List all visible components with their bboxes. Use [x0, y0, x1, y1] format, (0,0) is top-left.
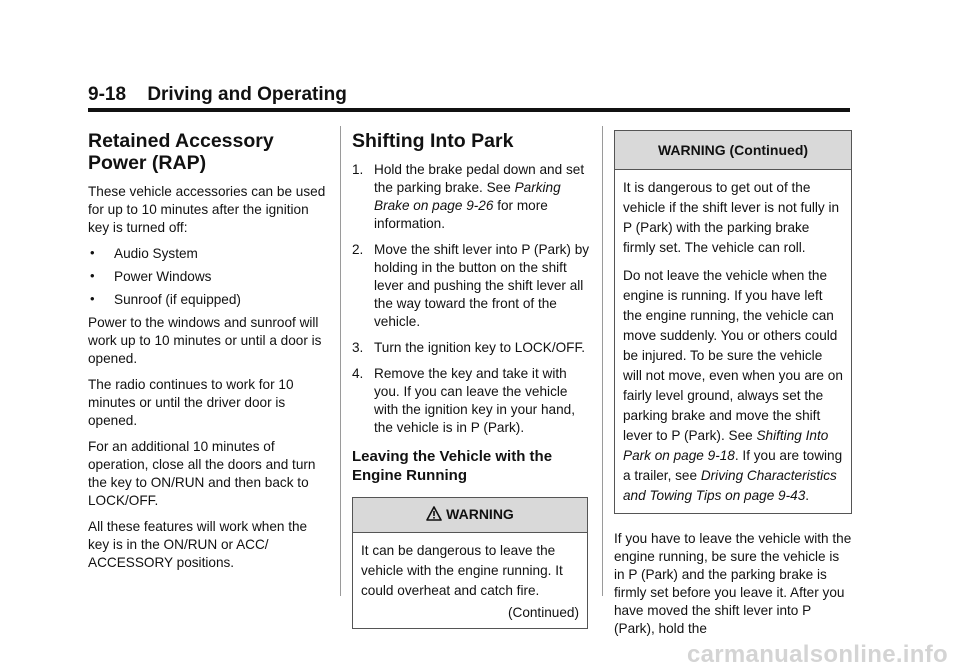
step-text: Move the shift lever into P (Park) by holding in the button on the shift lever and pushing the shift lever all the way toward the front of the vehicle.	[374, 242, 590, 329]
column-divider	[340, 126, 341, 596]
step-item	[352, 339, 592, 357]
paragraph: All these features will work when the key is in the ON/RUN or ACC/ ACCESSORY positions.	[88, 519, 308, 570]
paragraph: The radio continues to work for 10 minutes or until the driver door is opened.	[88, 377, 294, 428]
warning-header	[353, 498, 587, 533]
continued-label: (Continued)	[507, 605, 579, 620]
warning-text	[623, 266, 843, 506]
paragraph: For an additional 10 minutes of operation, close all the doors and turn the key to ON/RUN and then back to LOCK/OFF.	[88, 439, 316, 508]
warning-box	[352, 497, 588, 629]
warning-title: WARNING	[446, 506, 514, 522]
cross-reference-link[interactable]: Driving Characteristics and Towing Tips on page 9-43	[623, 468, 837, 503]
step-list	[352, 161, 592, 437]
accessory-list	[88, 245, 328, 309]
column-shifting	[352, 128, 592, 629]
page-number: 9-18	[88, 84, 127, 105]
step-text: for more information.	[374, 198, 548, 231]
warning-text: It is dangerous to get out of the vehicle if the shift lever is not fully in P (Park) with the parking brake firmly set. The vehicle can roll.	[623, 180, 840, 255]
column-rap	[88, 128, 328, 580]
warning-text-span: Do not leave the vehicle when the engine is running. If you have left the engine running, the vehicle can move suddenly. You or others could be injured. To be sure the vehicle will not move, even when you are on fairly level ground, always set the parking brake and move the shift lever to P (Park). See	[623, 268, 843, 443]
warning-text-span: . If you are towing a trailer, see	[623, 448, 843, 483]
step-item	[352, 241, 592, 331]
step-number: 2.	[352, 242, 364, 257]
watermark: carmanualsonline.info	[686, 641, 948, 668]
step-item	[352, 365, 592, 437]
list-item: • Sunroof (if equipped)	[88, 291, 328, 309]
cross-reference-link[interactable]: Shifting Into Park on page 9-18	[623, 428, 829, 463]
warning-body	[615, 170, 851, 513]
warning-text: It can be dangerous to leave the vehicle with the engine running. It could overheat and catch fire.	[361, 543, 563, 598]
step-text: Turn the ignition key to LOCK/OFF.	[374, 340, 586, 355]
column-warning-continued	[614, 130, 852, 646]
cross-reference-link[interactable]: Parking Brake on page 9-26	[374, 180, 561, 213]
paragraph: If you have to leave the vehicle with the engine running, be sure the vehicle is in P (Park) and the parking brake is firmly set before you leave it. After you have moved the shift lever into P (Park), hold the	[614, 531, 852, 636]
column-divider	[602, 126, 603, 596]
step-item	[352, 161, 592, 233]
warning-box-continued	[614, 130, 852, 514]
warning-triangle-icon	[426, 506, 442, 525]
warning-header: WARNING (Continued)	[615, 131, 851, 170]
step-text: Hold the brake pedal down and set the parking brake. See	[374, 162, 585, 195]
step-number: 1.	[352, 162, 364, 177]
list-item: • Power Windows	[88, 268, 328, 286]
step-text: Remove the key and take it with you. If you can leave the vehicle with the ignition key in your hand, the vehicle is in P (Park).	[374, 366, 576, 435]
shifting-heading: Shifting Into Park	[352, 130, 514, 152]
warning-text-span: .	[805, 488, 810, 503]
list-item: • Audio System	[88, 245, 328, 263]
warning-body	[353, 533, 587, 628]
rap-heading: Retained Accessory Power (RAP)	[88, 130, 274, 174]
step-number: 3.	[352, 340, 364, 355]
step-number: 4.	[352, 366, 364, 381]
paragraph: Power to the windows and sunroof will work up to 10 minutes or until a door is opened.	[88, 315, 322, 366]
page-header	[88, 84, 850, 112]
rap-intro: These vehicle accessories can be used for up to 10 minutes after the ignition key is turned off:	[88, 184, 326, 235]
subsection-heading: Leaving the Vehicle with the Engine Running	[352, 448, 553, 484]
section-title: Driving and Operating	[147, 84, 347, 105]
